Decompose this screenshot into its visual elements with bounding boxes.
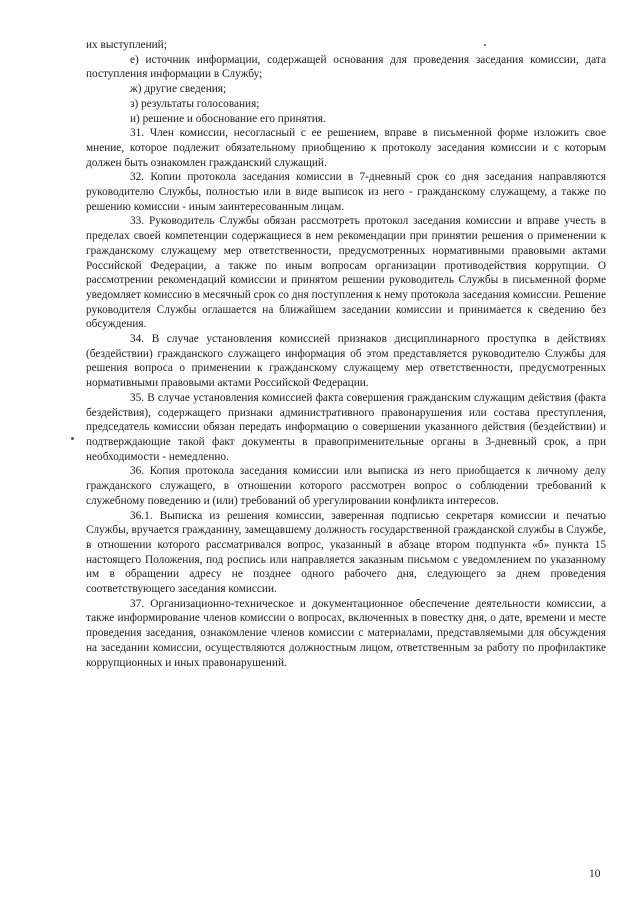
subitem-z: з) результаты голосования; — [130, 97, 260, 110]
paragraph-31: 31. Член комиссии, несогласный с ее решением, вправе в письменной форме изложить свое мнение, которое подлежит обязательному приобщению к протоколу заседания комиссии и с которым должен быть ознакомлен гражданский служащий. — [86, 127, 606, 169]
paragraph-33: 33. Руководитель Службы обязан рассмотреть протокол заседания комиссии и вправе учесть в пределах своей компетенции содержащиеся в нем рекомендации при принятии решения о применении к гражданскому служащему мер ответственности, предусмотренных нормативными правовыми актами Российской Федерации, а также по иным вопросам организации противодействия коррупции. О рассмотрении рекомендаций комиссии и принятом решении руководитель Службы в письменной форме уведомляет комиссию в месячный срок со дня поступления к нему протокола заседания комиссии. Решение руководителя Службы оглашается на ближайшем заседании комиссии и принимается к сведению без обсуждения. — [86, 215, 606, 331]
paragraph-36: 36. Копия протокола заседания комиссии или выписка из него приобщается к личному делу гражданского служащего, в отношении которого рассмотрен вопрос о соблюдении требований к служебному поведению и (или) требований об урегулировании конфликта интересов. — [86, 465, 606, 507]
subitem-e: е) источник информации, содержащей основания для проведения заседания комиссии, дата поступления информации в Службу; — [86, 53, 606, 81]
paragraph-36-1: 36.1. Выписка из решения комиссии, заверенная подписью секретаря комиссии и печатью Службы, вручается гражданину, замещавшему должность государственной гражданской службы в Службе, в отношении которого рассматривался вопрос, указанный в абзаце втором подпункта «б» пункта 15 настоящего Положения, под роспись или направляется заказным письмом с уведомлением по указанному им в обращении адресу не позднее одного рабочего дня, следующего за днем проведения соответствующего заседания комиссии. — [86, 509, 606, 596]
subitem-zh: ж) другие сведения; — [130, 83, 227, 96]
paragraph-37: 37. Организационно-техническое и документационное обеспечение деятельности комиссии, а также информирование членов комиссии о вопросах, включенных в повестку дня, о дате, времени и месте проведения заседания, ознакомление членов комиссии с материалами, представляемыми для обсуждения на заседании комиссии, осуществляются должностным лицом, ответственным за работу по профилактике коррупционных и иных правонарушений. — [86, 597, 606, 669]
scan-speck — [71, 437, 74, 440]
paragraph-35: 35. В случае установления комиссией факта совершения гражданским служащим действия (факта бездействия), содержащего признаки административного правонарушения или состава преступления, председатель комиссии обязан передать информацию о совершении указанного действия (бездействии) и подтверждающие такой факт документы в правоприменительные органы в 3-дневный срок, а при необходимости - немедленно. — [86, 391, 606, 463]
paragraph-32: 32. Копии протокола заседания комиссии в 7-дневный срок со дня заседания направляются руководителю Службы, полностью или в виде выписок из него - гражданскому служащему, а также по решению комиссии - иным заинтересованным лицам. — [86, 171, 606, 213]
paragraph-34: 34. В случае установления комиссией признаков дисциплинарного проступка в действиях (бездействии) гражданского служащего информация об этом представляется руководителю Службы для решения вопроса о применении к гражданскому служащему мер ответственности, предусмотренных нормативными правовыми актами Российской Федерации. — [86, 333, 606, 390]
subitem-i: и) решение и обоснование его принятия. — [130, 112, 326, 125]
paragraph-continuation: их выступлений; — [86, 39, 167, 51]
page-number: 10 — [589, 868, 601, 880]
scan-speck — [484, 44, 486, 46]
document-body — [86, 38, 606, 670]
